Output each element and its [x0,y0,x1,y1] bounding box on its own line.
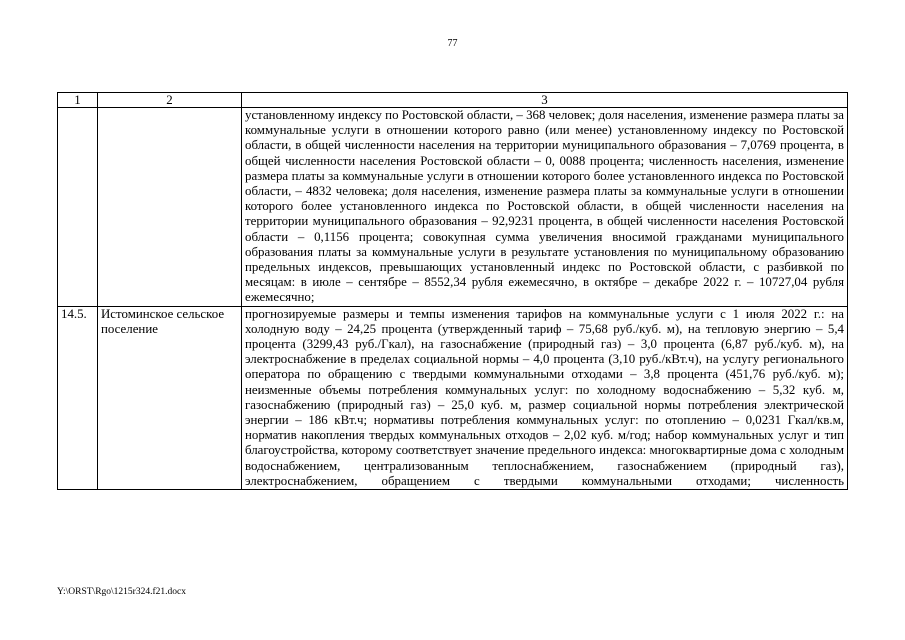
page-number: 77 [447,38,458,49]
table-row [58,108,848,307]
footer-file-path: Y:\ORST\Rgo\1215r324.f21.docx [57,587,186,597]
row-name [98,108,242,307]
column-header-2: 2 [98,93,242,108]
row-text: установленному индексу по Ростовской области, – 368 человек; доля населения, изменение размера платы за коммунальные услуги в отношении которого равно (или менее) установленному индексу по Ростовской области, в общей численности населения на территории муниципального образования – 7,0769 процента, в общей численности населения Ростовской области – 0, 0088 процента; численность населения, изменение размера платы за коммунальные услуги в отношении которого более установленного индекса по Ростовской области, – 4832 человека; доля населения, изменение размера платы за коммунальные услуги в отношении которого более установленного индекса по Ростовской области, в общей численности населения на территории муниципального образования – 92,9231 процента, в общей численности населения Ростовской области – 0,1156 процента; совокупная сумма увеличения вносимой гражданами муниципального образования платы за коммунальные услуги в результате установления по муниципальному образованию предельных индексов, превышающих установленный индекс по Ростовской области, с разбивкой по месяцам: в июле – сентябре – 8552,34 рубля ежемесячно, в октябре – декабре 2022 г. – 10727,04 рубля ежемесячно; [242,108,848,307]
row-number [58,108,98,307]
column-header-3: 3 [242,93,848,108]
row-number: 14.5. [58,306,98,489]
column-header-1: 1 [58,93,98,108]
table-header-row [58,93,848,108]
table-row [58,306,848,489]
document-table [57,92,848,490]
row-text: прогнозируемые размеры и темпы изменения тарифов на коммунальные услуги с 1 июля 2022 г.: на холодную воду – 24,25 процента (утвержденный тариф – 75,68 руб./куб. м), на тепловую энергию – 5,4 процента (3299,43 руб./Гкал), на газоснабжение (природный газ) – 3,0 процента (6,87 руб./куб. м), на электроснабжение в пределах социальной нормы – 4,0 процента (3,10 руб./кВт.ч), на услугу регионального оператора по обращению с твердыми коммунальными отходами – 3,8 процента (451,76 руб./куб. м); неизменные объемы потребления коммунальных услуг: по холодному водоснабжению – 5,32 куб. м, газоснабжению (природный газ) – 25,0 куб. м, размер социальной нормы потребления электрической энергии – 186 кВт.ч; нормативы потребления коммунальных услуг: по отоплению – 0,0231 Гкал/кв.м, норматив накопления твердых коммунальных отходов – 2,02 куб. м/год; набор коммунальных услуг и тип благоустройства, которому соответствует значение предельного индекса: многоквартирные дома с холодным водоснабжением, централизованным теплоснабжением, газоснабжением (природный газ), электроснабжением, обращением с твердыми коммунальными отходами; численность [242,306,848,489]
row-name: Истоминское сельское поселение [98,306,242,489]
